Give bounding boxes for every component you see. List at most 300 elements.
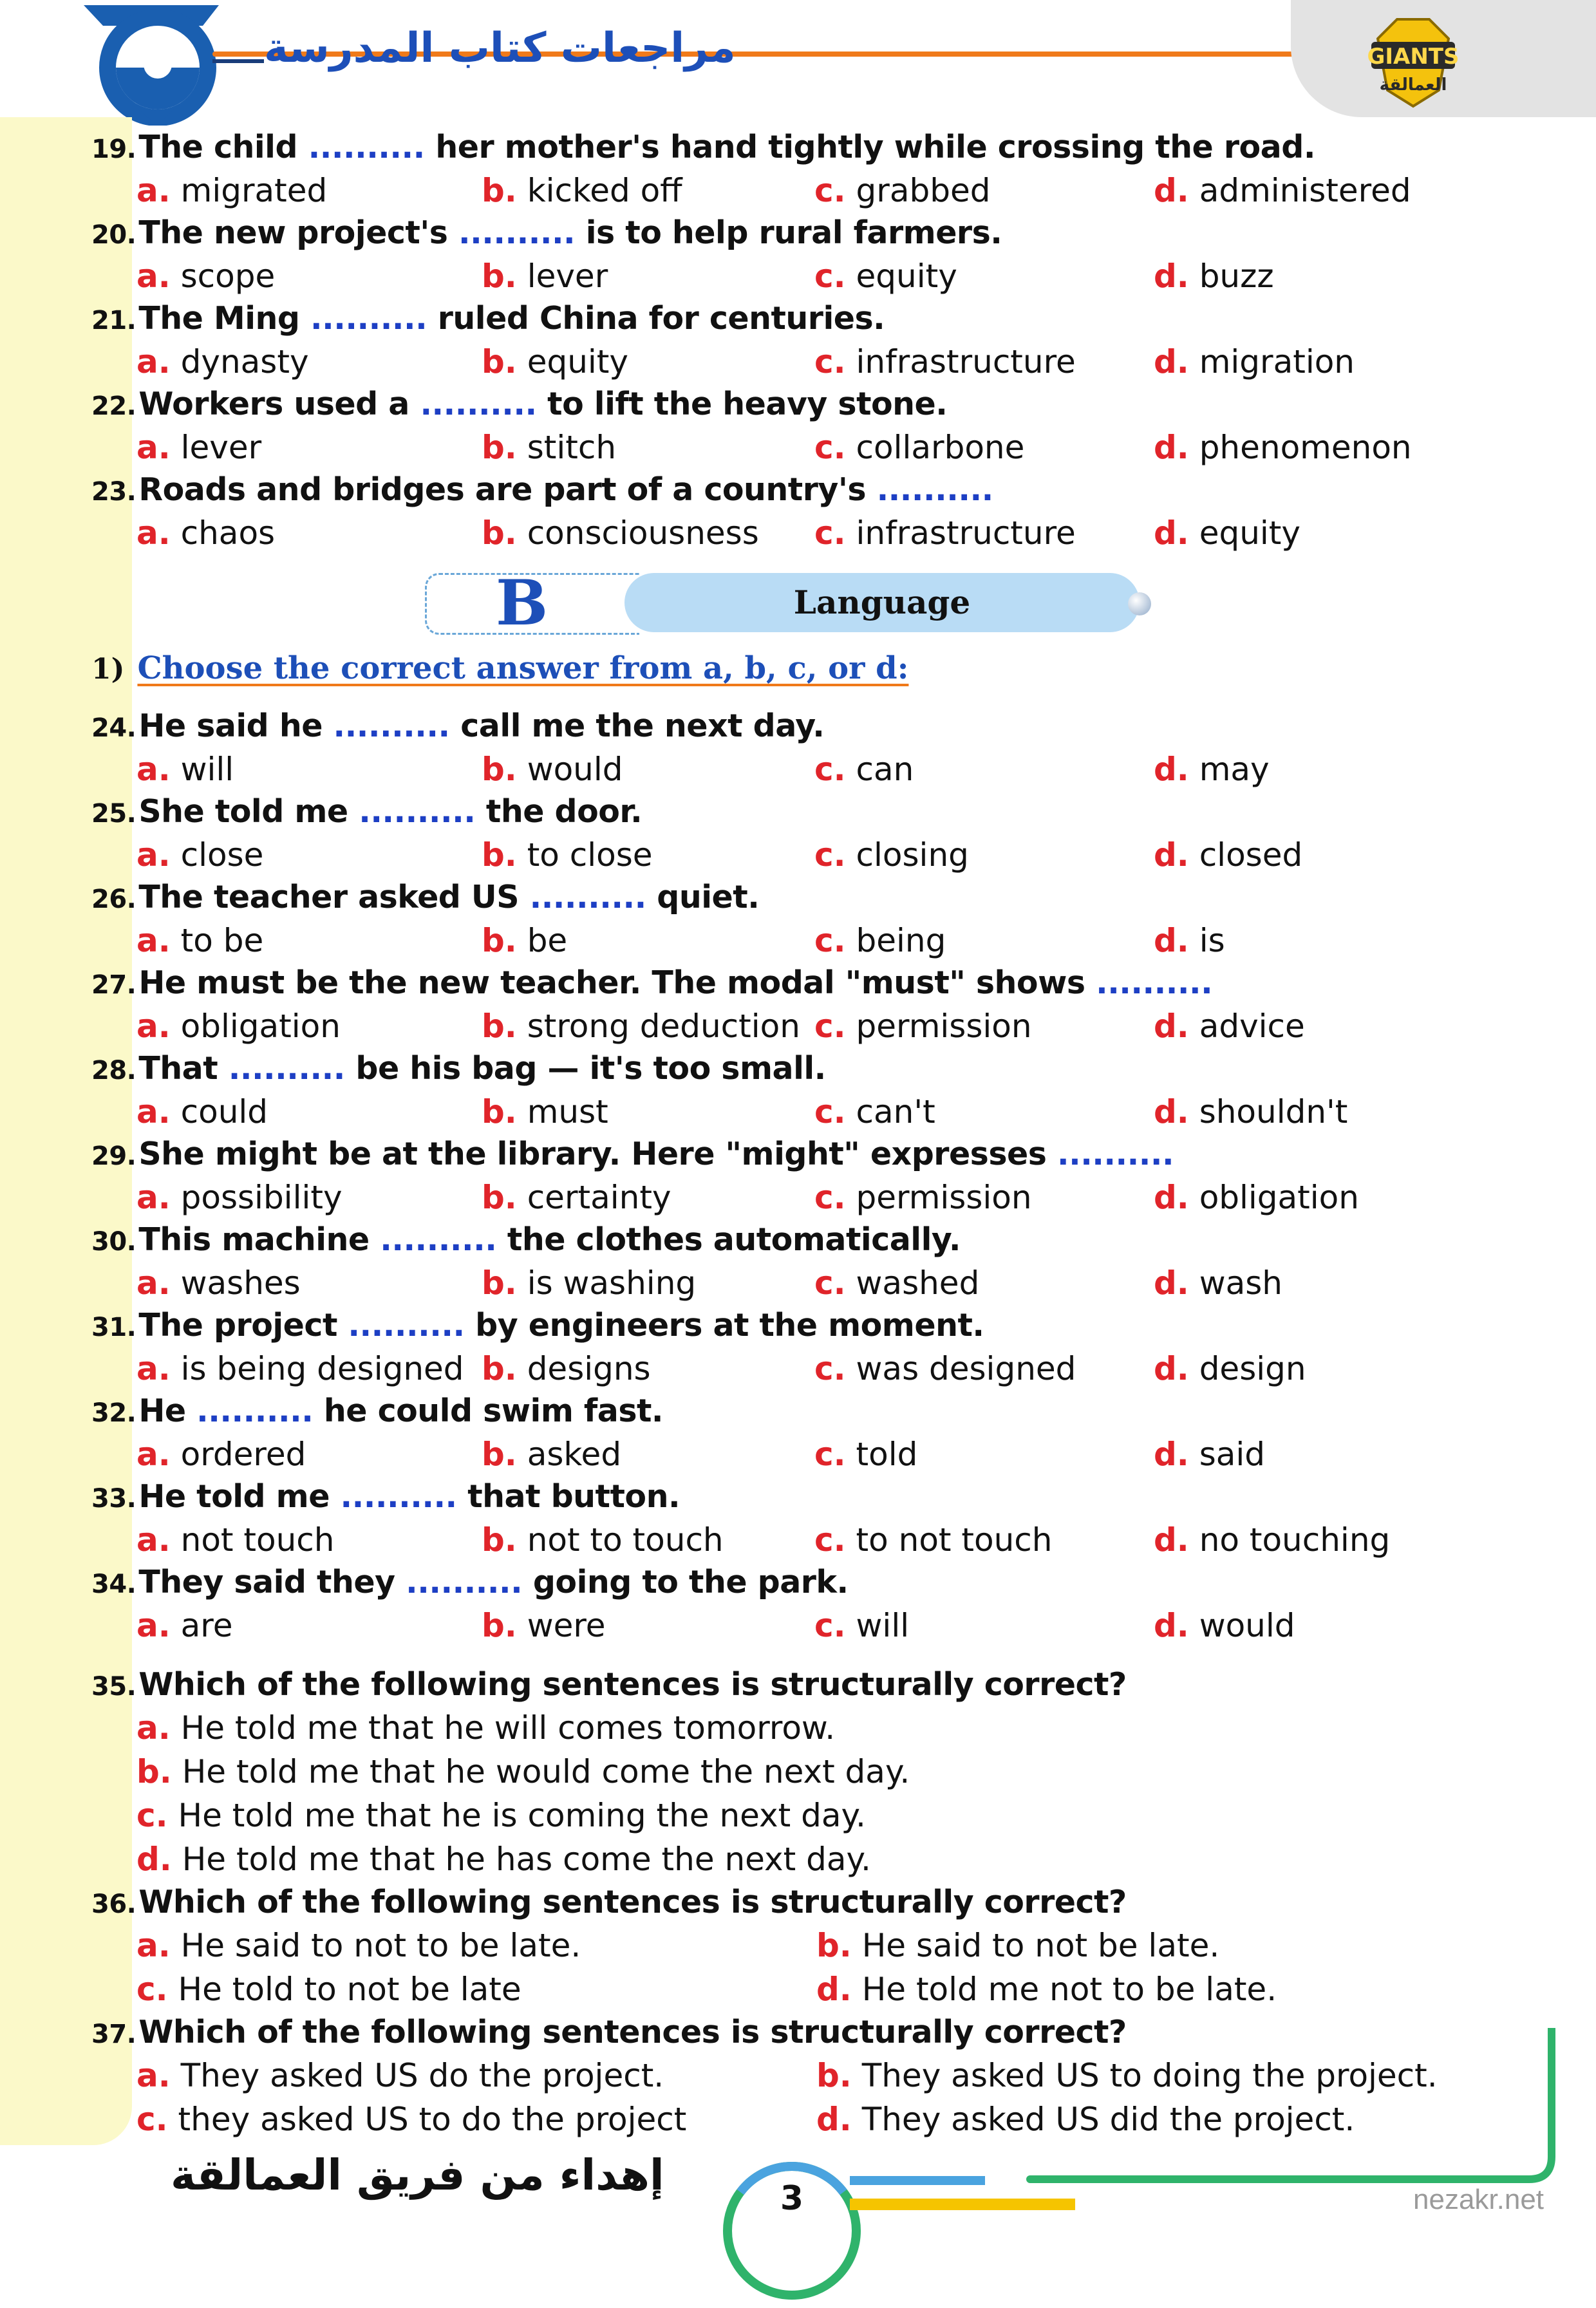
q31-option-d[interactable] <box>1154 1350 1306 1387</box>
option-text: permission <box>845 1179 1032 1216</box>
option-text: was designed <box>845 1350 1076 1387</box>
option-letter: c. <box>814 836 846 874</box>
question-text-end: the door. <box>475 793 643 830</box>
question-text: The child <box>138 129 308 165</box>
q33-option-c[interactable] <box>814 1521 1052 1559</box>
q29-option-d[interactable] <box>1154 1179 1359 1216</box>
q34-option-b[interactable] <box>482 1607 606 1644</box>
question-number: 24. <box>91 713 136 743</box>
question-text-end: quiet. <box>646 879 760 915</box>
question-number: 37. <box>91 2020 136 2049</box>
option-letter: d. <box>1154 1008 1189 1045</box>
question-number: 29. <box>91 1141 136 1171</box>
answer-blank: .......... <box>406 1564 523 1600</box>
q27-option-b[interactable] <box>482 1008 800 1045</box>
option-text: is <box>1188 922 1225 959</box>
q23-option-a[interactable] <box>136 514 275 552</box>
option-letter: b. <box>816 2057 852 2094</box>
q26-option-c[interactable] <box>814 922 946 959</box>
option-text: shouldn't <box>1188 1093 1348 1131</box>
question-number: 28. <box>91 1056 136 1085</box>
option-text: He told me that he would come the next day. <box>182 1753 910 1790</box>
section-banner <box>425 567 1165 637</box>
q25-option-b[interactable] <box>482 836 653 874</box>
option-letter: d. <box>1154 1607 1189 1644</box>
q31-option-a[interactable] <box>136 1350 464 1387</box>
question-text: Which of the following sentences is structurally correct? <box>138 1666 1127 1703</box>
option-letter: a. <box>136 1607 171 1644</box>
option-text: not touch <box>170 1521 335 1559</box>
site-watermark: nezakr.net <box>1413 2184 1544 2215</box>
option-text: chaos <box>170 514 276 552</box>
option-letter: c. <box>814 922 846 959</box>
question-23 <box>91 471 993 508</box>
q36-option-a[interactable] <box>136 1927 581 1964</box>
option-letter: b. <box>482 514 517 552</box>
q28-option-b[interactable] <box>482 1093 608 1131</box>
option-text: closed <box>1188 836 1303 874</box>
question-text: She might be at the library. Here "might" expresses <box>138 1136 1057 1172</box>
option-text: may <box>1188 751 1270 788</box>
question-text: That <box>138 1050 229 1087</box>
option-letter: c. <box>814 1607 846 1644</box>
question-number: 36. <box>91 1890 136 1919</box>
school-logo-icon <box>77 0 225 126</box>
option-text: close <box>170 836 264 874</box>
question-27 <box>91 964 1212 1001</box>
q30-option-b[interactable] <box>482 1264 696 1302</box>
q32-option-b[interactable] <box>482 1436 621 1473</box>
q35-option-c[interactable] <box>136 1797 866 1834</box>
option-letter: b. <box>482 1521 517 1559</box>
option-letter: a. <box>136 1521 171 1559</box>
question-number: 33. <box>91 1484 136 1514</box>
option-letter: a. <box>136 2057 171 2094</box>
q23-option-b[interactable] <box>482 514 759 552</box>
q20-option-d[interactable] <box>1154 258 1274 295</box>
q31-option-b[interactable] <box>482 1350 651 1387</box>
question-number: 31. <box>91 1313 136 1342</box>
option-letter: c. <box>814 514 846 552</box>
q23-option-d[interactable] <box>1154 514 1300 552</box>
q23-option-c[interactable] <box>814 514 1076 552</box>
question-number: 19. <box>91 135 136 164</box>
footer-dedication: إهداء من فريق العمالقة <box>171 2150 664 2200</box>
option-letter: d. <box>1154 1264 1189 1302</box>
option-letter: b. <box>482 1350 517 1387</box>
giants-logo-text-ar: العمالقة <box>1379 75 1447 95</box>
option-letter: a. <box>136 1008 171 1045</box>
option-text: told <box>845 1436 918 1473</box>
question-36 <box>91 1884 1127 1920</box>
section-title: Language <box>793 583 971 621</box>
option-letter: b. <box>816 1927 852 1964</box>
question-number: 23. <box>91 477 136 507</box>
option-text: must <box>516 1093 608 1131</box>
option-text: possibility <box>170 1179 343 1216</box>
answer-blank: .......... <box>876 471 993 508</box>
question-text: He <box>138 1393 197 1429</box>
q36-option-d[interactable] <box>816 1971 1277 2008</box>
instruction-text: Choose the correct answer from a, b, c, or d: <box>137 650 909 686</box>
q21-option-b[interactable] <box>482 343 628 380</box>
q21-option-c[interactable] <box>814 343 1076 380</box>
q19-option-a[interactable] <box>136 172 327 209</box>
question-text: He said he <box>138 708 333 744</box>
question-text-end: be his bag — it's too small. <box>344 1050 826 1087</box>
option-text: collarbone <box>845 429 1025 466</box>
question-number: 27. <box>91 970 136 1000</box>
header-title: مراجعات كتاب المدرسة <box>264 24 736 72</box>
option-letter: c. <box>136 2101 168 2138</box>
q30-option-c[interactable] <box>814 1264 979 1302</box>
q27-option-c[interactable] <box>814 1008 1032 1045</box>
option-text: to be <box>170 922 264 959</box>
q33-option-b[interactable] <box>482 1521 724 1559</box>
option-letter: a. <box>136 258 171 295</box>
option-text: consciousness <box>516 514 759 552</box>
option-text: buzz <box>1188 258 1274 295</box>
question-20 <box>91 214 1002 251</box>
option-letter: a. <box>136 1436 171 1473</box>
option-text: certainty <box>516 1179 671 1216</box>
option-letter: a. <box>136 922 171 959</box>
answer-blank: .......... <box>310 300 427 337</box>
question-text: He told me <box>138 1478 341 1515</box>
option-text: washes <box>170 1264 301 1302</box>
question-35 <box>91 1666 1127 1703</box>
option-text: He told me that he has come the next day. <box>182 1841 871 1878</box>
option-text: strong deduction <box>516 1008 800 1045</box>
footer-frame-line <box>837 2028 1558 2189</box>
question-32 <box>91 1393 663 1429</box>
option-letter: c. <box>814 1264 846 1302</box>
option-text: dynasty <box>170 343 309 380</box>
option-text: would <box>1188 1607 1295 1644</box>
question-number: 32. <box>91 1398 136 1428</box>
question-text: Roads and bridges are part of a country's <box>138 471 877 508</box>
q27-option-d[interactable] <box>1154 1008 1305 1045</box>
question-text-end: going to the park. <box>522 1564 849 1600</box>
q36-option-b[interactable] <box>816 1927 1219 1964</box>
question-text: The teacher asked US <box>138 879 530 915</box>
q26-option-b[interactable] <box>482 922 567 959</box>
instruction <box>91 650 908 686</box>
answer-blank: .......... <box>458 214 576 251</box>
q22-option-a[interactable] <box>136 429 261 466</box>
giants-logo-icon <box>1358 13 1468 109</box>
q28-option-c[interactable] <box>814 1093 935 1131</box>
option-text: They asked US to doing the project. <box>861 2057 1438 2094</box>
option-letter: c. <box>814 172 846 209</box>
question-number: 35. <box>91 1672 136 1702</box>
q22-option-b[interactable] <box>482 429 616 466</box>
option-letter: d. <box>1154 1436 1189 1473</box>
option-text: can <box>845 751 914 788</box>
option-text: equity <box>1188 514 1300 552</box>
option-text: no touching <box>1188 1521 1391 1559</box>
question-19 <box>91 129 1315 165</box>
q27-option-a[interactable] <box>136 1008 341 1045</box>
option-letter: b. <box>482 922 517 959</box>
q19-option-d[interactable] <box>1154 172 1411 209</box>
option-letter: a. <box>136 1350 171 1387</box>
option-letter: b. <box>482 172 517 209</box>
option-text: will <box>845 1607 910 1644</box>
option-letter: c. <box>136 1971 168 2008</box>
question-number: 25. <box>91 799 136 829</box>
option-text: permission <box>845 1008 1032 1045</box>
option-letter: d. <box>1154 751 1189 788</box>
q20-option-c[interactable] <box>814 258 957 295</box>
q35-option-a[interactable] <box>136 1709 835 1747</box>
question-text: Workers used a <box>138 386 420 422</box>
option-text: He said to not to be late. <box>180 1927 581 1964</box>
q35-option-b[interactable] <box>136 1753 910 1790</box>
question-text-end: is to help rural farmers. <box>575 214 1002 251</box>
page-number-circle-icon <box>715 2153 869 2308</box>
option-text: wash <box>1188 1264 1282 1302</box>
option-letter: d. <box>1154 514 1189 552</box>
option-text: closing <box>845 836 969 874</box>
option-letter: c. <box>814 1436 846 1473</box>
option-text: would <box>516 751 623 788</box>
option-letter: c. <box>814 258 846 295</box>
option-letter: b. <box>482 1008 517 1045</box>
option-letter: d. <box>1154 429 1189 466</box>
q34-option-a[interactable] <box>136 1607 233 1644</box>
giants-logo-text: GIANTS <box>1367 44 1460 70</box>
q31-option-c[interactable] <box>814 1350 1076 1387</box>
option-text: were <box>516 1607 606 1644</box>
option-text: washed <box>845 1264 980 1302</box>
q22-option-c[interactable] <box>814 429 1024 466</box>
question-29 <box>91 1136 1174 1172</box>
option-text: to not touch <box>845 1521 1053 1559</box>
question-24 <box>91 708 824 744</box>
option-letter: c. <box>814 1008 846 1045</box>
option-text: scope <box>170 258 276 295</box>
option-text: they asked US to do the project <box>178 2101 687 2138</box>
question-number: 34. <box>91 1570 136 1599</box>
q34-option-d[interactable] <box>1154 1607 1295 1644</box>
q32-option-d[interactable] <box>1154 1436 1265 1473</box>
option-letter: d. <box>1154 1521 1189 1559</box>
option-letter: c. <box>814 429 846 466</box>
question-text: He must be the new teacher. The modal "must" shows <box>138 964 1096 1001</box>
option-text: obligation <box>170 1008 341 1045</box>
footer-stripe-yellow <box>850 2199 1075 2210</box>
option-text: lever <box>516 258 608 295</box>
q20-option-a[interactable] <box>136 258 275 295</box>
q24-option-b[interactable] <box>482 751 623 788</box>
question-text: They said they <box>138 1564 406 1600</box>
option-letter: d. <box>1154 836 1189 874</box>
option-text: lever <box>170 429 262 466</box>
question-33 <box>91 1478 680 1515</box>
answer-blank: .......... <box>359 793 476 830</box>
q26-option-a[interactable] <box>136 922 263 959</box>
q25-option-d[interactable] <box>1154 836 1302 874</box>
question-22 <box>91 386 947 422</box>
q36-option-c[interactable] <box>136 1971 521 2008</box>
question-text-end: call me the next day. <box>449 708 825 744</box>
option-text: advice <box>1188 1008 1305 1045</box>
question-number: 21. <box>91 306 136 335</box>
option-letter: a. <box>136 1179 171 1216</box>
option-letter: a. <box>136 343 171 380</box>
option-letter: c. <box>814 343 846 380</box>
answer-blank: .......... <box>308 129 425 165</box>
option-letter: b. <box>482 429 517 466</box>
question-text: The project <box>138 1307 348 1344</box>
option-text: They asked US did the project. <box>861 2101 1355 2138</box>
q24-option-d[interactable] <box>1154 751 1270 788</box>
question-text: Which of the following sentences is structurally correct? <box>138 2014 1127 2050</box>
answer-blank: .......... <box>380 1221 497 1258</box>
option-text: He said to not be late. <box>861 1927 1220 1964</box>
question-30 <box>91 1221 961 1258</box>
q28-option-a[interactable] <box>136 1093 268 1131</box>
option-letter: a. <box>136 172 171 209</box>
q26-option-d[interactable] <box>1154 922 1225 959</box>
q28-option-d[interactable] <box>1154 1093 1347 1131</box>
option-letter: b. <box>482 343 517 380</box>
question-text-end: to lift the heavy stone. <box>536 386 948 422</box>
answer-blank: .......... <box>529 879 646 915</box>
option-text: designs <box>516 1350 651 1387</box>
q30-option-a[interactable] <box>136 1264 301 1302</box>
option-text: They asked US do the project. <box>180 2057 664 2094</box>
question-text-end: the clothes automatically. <box>496 1221 961 1258</box>
option-text: be <box>516 922 568 959</box>
option-letter: d. <box>816 2101 852 2138</box>
q24-option-a[interactable] <box>136 751 234 788</box>
option-text: not to touch <box>516 1521 724 1559</box>
option-text: grabbed <box>845 172 991 209</box>
option-letter: d. <box>816 1971 852 2008</box>
option-letter: d. <box>1154 258 1189 295</box>
answer-blank: .......... <box>1096 964 1213 1001</box>
option-text: is being designed <box>170 1350 464 1387</box>
question-text-end: he could swim fast. <box>313 1393 664 1429</box>
footer-stripe-blue <box>850 2176 985 2185</box>
option-letter: b. <box>482 1093 517 1131</box>
option-text: ordered <box>170 1436 306 1473</box>
option-text: migration <box>1188 343 1355 380</box>
option-text: asked <box>516 1436 622 1473</box>
option-letter: a. <box>136 1264 171 1302</box>
option-letter: a. <box>136 1093 171 1131</box>
question-34 <box>91 1564 849 1600</box>
option-text: He told to not be late <box>178 1971 521 2008</box>
question-text: This machine <box>138 1221 380 1258</box>
question-text-end: her mother's hand tightly while crossing the road. <box>424 129 1315 165</box>
question-28 <box>91 1050 826 1087</box>
option-text: stitch <box>516 429 617 466</box>
q32-option-c[interactable] <box>814 1436 917 1473</box>
answer-blank: .......... <box>348 1307 465 1344</box>
option-letter: b. <box>482 1436 517 1473</box>
q34-option-c[interactable] <box>814 1607 909 1644</box>
option-letter: d. <box>1154 1179 1189 1216</box>
q21-option-d[interactable] <box>1154 343 1355 380</box>
option-letter: b. <box>482 1607 517 1644</box>
q32-option-a[interactable] <box>136 1436 306 1473</box>
option-letter: c. <box>814 751 846 788</box>
answer-blank: .......... <box>333 708 450 744</box>
option-letter: c. <box>814 1350 846 1387</box>
option-letter: d. <box>1154 1350 1189 1387</box>
question-number: 20. <box>91 220 136 250</box>
q29-option-a[interactable] <box>136 1179 343 1216</box>
option-text: are <box>170 1607 233 1644</box>
q20-option-b[interactable] <box>482 258 608 295</box>
option-text: infrastructure <box>845 514 1076 552</box>
option-letter: b. <box>482 836 517 874</box>
question-text: The new project's <box>138 214 459 251</box>
q33-option-d[interactable] <box>1154 1521 1390 1559</box>
answer-blank: .......... <box>196 1393 314 1429</box>
q35-option-d[interactable] <box>136 1841 871 1878</box>
q37-option-a[interactable] <box>136 2057 664 2094</box>
page-header <box>0 0 1596 129</box>
option-text: obligation <box>1188 1179 1359 1216</box>
option-text: can't <box>845 1093 935 1131</box>
q30-option-d[interactable] <box>1154 1264 1282 1302</box>
option-letter: d. <box>1154 172 1189 209</box>
question-text-end: ruled China for centuries. <box>427 300 885 337</box>
option-letter: d. <box>1154 1093 1189 1131</box>
option-letter: d. <box>136 1841 172 1878</box>
q22-option-d[interactable] <box>1154 429 1412 466</box>
option-text: equity <box>516 343 628 380</box>
q25-option-a[interactable] <box>136 836 263 874</box>
option-letter: b. <box>136 1753 172 1790</box>
page-number: 3 <box>780 2179 804 2218</box>
option-letter: a. <box>136 1709 171 1747</box>
option-letter: d. <box>1154 922 1189 959</box>
q29-option-c[interactable] <box>814 1179 1032 1216</box>
q19-option-b[interactable] <box>482 172 682 209</box>
option-text: will <box>170 751 234 788</box>
option-text: to close <box>516 836 653 874</box>
q24-option-c[interactable] <box>814 751 914 788</box>
q21-option-a[interactable] <box>136 343 309 380</box>
option-letter: a. <box>136 751 171 788</box>
option-text: design <box>1188 1350 1306 1387</box>
option-text: He told me not to be late. <box>861 1971 1277 2008</box>
option-text: could <box>170 1093 268 1131</box>
option-letter: b. <box>482 751 517 788</box>
option-text: He told me that he will comes tomorrow. <box>180 1709 836 1747</box>
question-text-end: that button. <box>456 1478 681 1515</box>
option-text: being <box>845 922 946 959</box>
q29-option-b[interactable] <box>482 1179 671 1216</box>
option-letter: c. <box>814 1521 846 1559</box>
answer-blank: .......... <box>340 1478 457 1515</box>
question-26 <box>91 879 759 915</box>
q19-option-c[interactable] <box>814 172 990 209</box>
q33-option-a[interactable] <box>136 1521 334 1559</box>
banner-ball-icon <box>1128 592 1151 615</box>
option-text: equity <box>845 258 957 295</box>
option-letter: c. <box>814 1093 846 1131</box>
q37-option-c[interactable] <box>136 2101 686 2138</box>
question-number: 26. <box>91 885 136 914</box>
q25-option-c[interactable] <box>814 836 969 874</box>
option-text: kicked off <box>516 172 682 209</box>
